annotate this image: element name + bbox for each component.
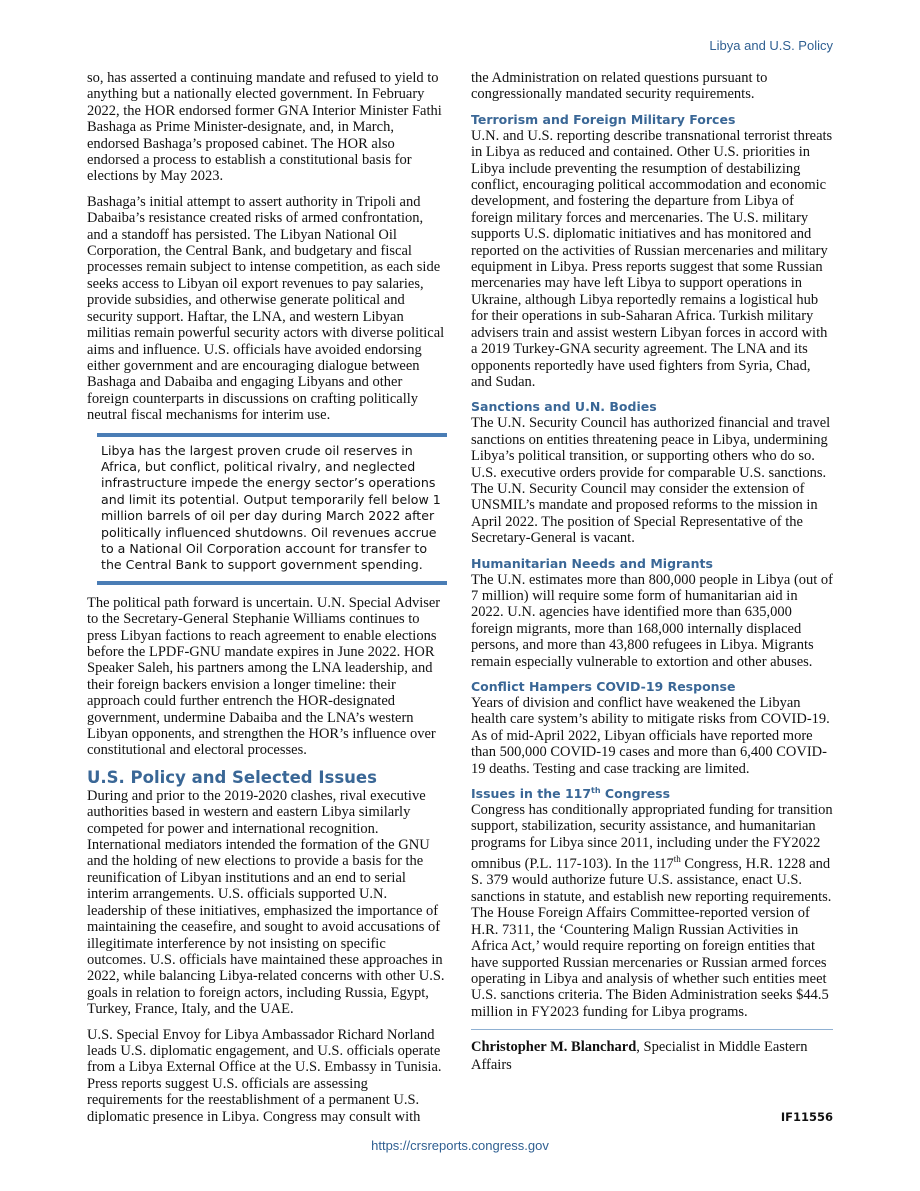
paragraph-terrorism: U.N. and U.S. reporting describe transnational terrorist threats in Libya as reduced and contained. Other U.S. priorities in Libya include preventing the resumption of destabilizing conflict, encouraging political accommodation and economic development, and fostering the departure from Libya of foreign military forces and mercenaries. The U.S. military supports U.S. diplomatic initiatives and has monitored and reported on the activities of Russian mercenaries and military equipment in Libya. Press reports suggest that some Russian mercenaries may have left Libya to support operations in Ukraine, although Libya reportedly remains a logistical hub for their operations in sub-Saharan Africa. Turkish military advisers train and assist western Libyan forces in accord with a 2019 Turkey-GNA security agreement. The LNA and its opponents reportedly have used fighters from Syria, Chad, and Sudan. [471, 127, 833, 390]
right-column [471, 70, 833, 1074]
paragraph-humanitarian: The U.N. estimates more than 800,000 people in Libya (out of 7 million) will require some form of humanitarian aid in 2022. U.N. agencies have identified more than 635,000 foreign migrants, more than 168,000 internally displaced persons, and more than 43,800 refugees in Libya. Migrants remain especially vulnerable to extortion and other abuses. [471, 571, 834, 670]
paragraph-congress [471, 802, 833, 1020]
section-heading-us-policy: U.S. Policy and Selected Issues [87, 767, 377, 787]
subheading-congress-tail: Congress [600, 786, 671, 802]
paragraph-rival-authorities: During and prior to the 2019-2020 clashes, rival executive authorities based in western and eastern Libya similarly competed for power and international recognition. International mediators intended the formation of the GNU and the holding of new elections to provide a basis for the reunification of Libyan institutions and an end to serial interim arrangements. U.S. officials supported U.N. leadership of these initiatives, emphasized the importance of maintaining the ceasefire, and sought to avoid accusations of illegitimate interference by not insisting on specific outcomes. U.S. officials have maintained these approaches in 2022, while balancing Libya-related concerns with other U.S. goals in relation to foreign actors, including Russia, Egypt, Turkey, France, Italy, and the UAE. [87, 787, 445, 1018]
author-divider [471, 1029, 833, 1030]
subheading-congress [471, 786, 833, 802]
footer-url-link[interactable]: https://crsreports.congress.gov [371, 1138, 549, 1153]
oil-callout-box [97, 433, 447, 585]
paragraph-sanctions: The U.N. Security Council has authorized financial and travel sanctions on entities threatening peace in Libya, undermining Libya’s political transition, or supporting others who do so. U.S. executive orders provide for comparable U.S. sanctions. The U.N. Security Council may consider the extension of UNSMIL’s mandate and proposed reforms to the mission in April 2022. The position of Special Representative of the Secretary-General is vacant. [471, 415, 831, 547]
author-name: Christopher M. Blanchard [471, 1039, 637, 1056]
subheading-covid: Conflict Hampers COVID-19 Response [471, 679, 736, 694]
left-column [87, 70, 447, 1134]
report-id: IF11556 [780, 1110, 833, 1124]
paragraph-political-path: The political path forward is uncertain. U.N. Special Adviser to the Secretary-General Stephanie Williams continues to press Libyan factions to reach agreement to enable elections before the LPDF-GNU mandate expires in June 2022. HOR Speaker Saleh, his partners among the LNA leadership, and their foreign backers envision a longer timeline: their approach could further entrench the HOR-designated government, undermine Dabaiba and the LNA’s western Libyan opponents, and strengthen the HOR’s influence over constitutional and electoral processes. [87, 594, 441, 759]
subheading-congress-text: Issues in the 117 [471, 786, 592, 802]
paragraph-congress-part-b: Congress, H.R. 1228 and S. 379 would authorize future U.S. assistance, enact U.S. sanctions in statute, and establish new reporting requirements. The House Foreign Affairs Committee-reported version of H.R. 7311, the ‘Countering Malign Russian Activities in Africa Act,’ would require reporting on foreign entities that have supported Russian mercenaries or Russian armed forces operating in Libya and analysis of whether such entities meet U.S. sanctions criteria. The Biden Administration seeks $44.5 million in FY2023 funding for Libya programs. [471, 856, 832, 1020]
subheading-humanitarian: Humanitarian Needs and Migrants [471, 555, 713, 571]
subheading-congress-ordinal: th [591, 785, 601, 795]
paragraph-covid: Years of division and conflict have weakened the Libyan health care system’s ability to mitigate risks from COVID-19. As of mid-April 2022, Libyan officials have reported more than 500,000 COVID-19 cases and more than 6,400 COVID-19 deaths. Testing and case tracking are limited. [471, 695, 830, 777]
oil-callout-text: Libya has the largest proven crude oil reserves in Africa, but conflict, political rivalry, and neglected infrastructure impede the energy sector’s operations and limit its potential. Output temporarily fell below 1 million barrels of oil per day during March 2022 after politically influenced shutdowns. Oil revenues accrue to a National Oil Corporation account for transfer to the Central Bank to support government spending. [101, 442, 441, 573]
paragraph-special-envoy: U.S. Special Envoy for Libya Ambassador Richard Norland leads U.S. diplomatic engagement, and U.S. officials operate from a Libya External Office at the U.S. Embassy in Tunisia. Press reports suggest U.S. officials are assessing requirements for the reestablishment of a permanent U.S. diplomatic presence in Libya. Congress may consult with [87, 1026, 442, 1125]
paragraph-standoff: Bashaga’s initial attempt to assert authority in Tripoli and Dabaiba’s resistance created risks of armed confrontation, and a standoff has persisted. The Libyan National Oil Corporation, the Central Bank, and budgetary and fiscal processes remain subject to intense competition, as each side seeks access to Libyan oil export revenues to pay salaries, provide subsidies, and otherwise generate political and security support. Haftar, the LNA, and western Libyan militias remain powerful security actors with diverse political aims and influence. U.S. officials have avoided endorsing either government and are encouraging dialogue between Bashaga and Dabaiba and engaging Libyans and other foreign counterparts in discussions on crafting politically neutral fiscal mechanisms for interim use. [87, 193, 445, 424]
paragraph-congress-part-a: Congress has conditionally appropriated funding for transition support, stabilization, security assistance, and humanitarian programs for Libya since 2011, including under the FY2022 omnibus (P.L. 117-103). In the 117 [471, 802, 833, 873]
author-credit [471, 1038, 833, 1074]
paragraph-administration: the Administration on related questions pursuant to congressionally mandated security requirements. [471, 70, 768, 103]
author-title: , Specialist in Middle Eastern Affairs [471, 1039, 808, 1074]
paragraph-hor-mandate: so, has asserted a continuing mandate and refused to yield to anything but a nationally elected government. In February 2022, the HOR endorsed former GNA Interior Minister Fathi Bashaga as Prime Minister-designate, and, in March, endorsed Bashaga’s proposed cabinet. The HOR also endorsed a process to establish a constitutional basis for elections by May 2023. [87, 70, 442, 185]
subheading-terrorism: Terrorism and Foreign Military Forces [471, 111, 736, 127]
paragraph-congress-ordinal: th [673, 854, 681, 865]
running-header-title: Libya and U.S. Policy [709, 38, 833, 53]
subheading-sanctions: Sanctions and U.N. Bodies [471, 399, 657, 415]
